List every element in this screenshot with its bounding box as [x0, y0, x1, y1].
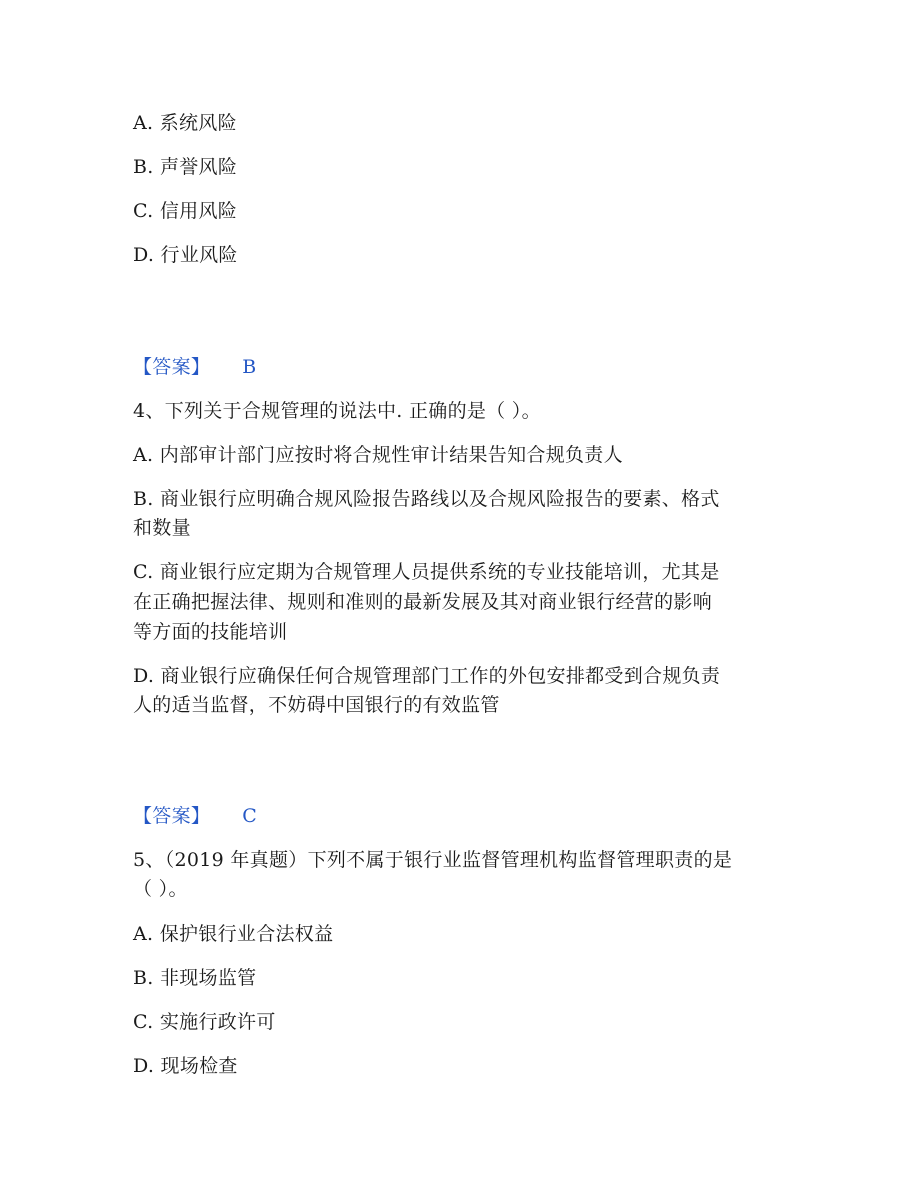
q3-option-c: C. 信用风险: [133, 200, 238, 222]
q4-option-d-line2: 人的适当监督，不妨碍中国银行的有效监管: [133, 694, 500, 716]
answer-value: C: [242, 805, 258, 827]
q3-option-d: D. 行业风险: [133, 244, 238, 266]
q4-option-b-line2: 和数量: [133, 517, 191, 539]
q3-answer: [133, 352, 256, 382]
q4-option-c-line1: C. 商业银行应定期为合规管理人员提供系统的专业技能培训，尤其是: [133, 561, 720, 583]
q5-option-c: C. 实施行政许可: [133, 1011, 276, 1033]
q5-option-b: B. 非现场监管: [133, 967, 257, 989]
answer-label: 【答案】: [133, 805, 211, 827]
q4-option-b-line1: B. 商业银行应明确合规风险报告路线以及合规风险报告的要素、格式: [133, 488, 720, 510]
q5-option-d: D. 现场检查: [133, 1055, 238, 1077]
q4-stem: 4、下列关于合规管理的说法中. 正确的是（ ）。: [133, 400, 541, 422]
q4-option-c-line3: 等方面的技能培训: [133, 621, 288, 643]
q5-option-a: A. 保护银行业合法权益: [133, 923, 334, 945]
q4-option-a: A. 内部审计部门应按时将合规性审计结果告知合规负责人: [133, 444, 623, 466]
q5-stem-line1: 5、（2019 年真题）下列不属于银行业监督管理机构监督管理职责的是: [133, 849, 733, 871]
q4-option-d-line1: D. 商业银行应确保任何合规管理部门工作的外包安排都受到合规负责: [133, 665, 721, 687]
answer-value: B: [242, 356, 257, 378]
q3-option-a: A. 系统风险: [133, 112, 237, 134]
q4-answer: [133, 801, 257, 831]
q3-option-b: B. 声誉风险: [133, 156, 238, 178]
q4-option-c-line2: 在正确把握法律、规则和准则的最新发展及其对商业银行经营的影响: [133, 591, 713, 613]
q5-stem-line2: （ ）。: [133, 878, 188, 900]
answer-label: 【答案】: [133, 356, 211, 378]
